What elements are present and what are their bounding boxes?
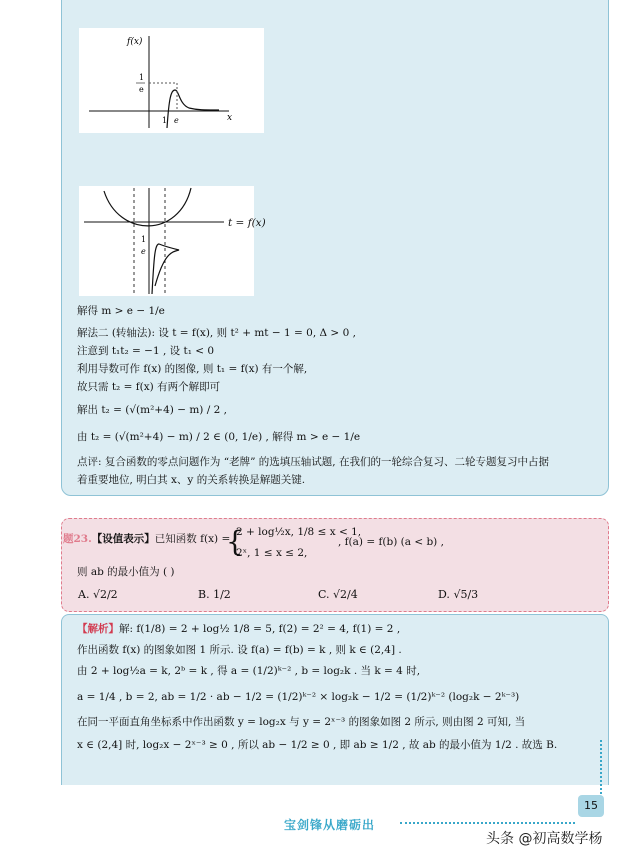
option-b-value: 1/2 <box>213 588 231 601</box>
solution-line-4: 利用导数可作 f(x) 的图像, 则 t₁ = f(x) 有一个解, <box>77 363 308 375</box>
option-c-value: √2/4 <box>333 588 358 601</box>
question-tag: 【设值表示】 <box>91 533 155 545</box>
comment-line-1: 点评: 复合函数的零点问题作为 “老牌” 的选填压轴试题, 在我们的一轮综合复习、二轮专题复习中占据 <box>77 456 549 468</box>
footer-slogan: 宝剑锋从磨砺出 <box>284 818 376 832</box>
decorative-dotted-border <box>600 740 602 798</box>
transform-graph <box>79 186 254 296</box>
mark-e: e <box>141 247 146 256</box>
answer-line-5: 在同一平面直角坐标系中作出函数 y = log₂x 与 y = 2ˣ⁻³ 的图象如图 2 所示, 则由图 2 可知, 当 <box>77 716 526 728</box>
option-a-value: √2/2 <box>92 588 118 601</box>
option-c-label: C. <box>318 588 330 601</box>
piecewise-case-2: 2ˣ, 1 ≤ x ≤ 2, <box>236 547 308 559</box>
function-graph-figure <box>79 28 264 133</box>
answer-line-6: x ∈ (2,4] 时, log₂x − 2ˣ⁻³ ≥ 0 , 所以 ab − 1/2 ≥ 0 , 即 ab ≥ 1/2 , 故 ab 的最小值为 1/2 . 故选 B. <box>77 739 558 751</box>
page-number: 15 <box>578 795 604 817</box>
answer-line-3: 由 2 + log½a = k, 2ᵇ = k , 得 a = (1/2)ᵏ⁻² , b = log₂k . 当 k = 4 时, <box>77 665 421 677</box>
transform-graph-figure <box>79 186 254 296</box>
comment-line-2: 着重要地位, 明白其 x、y 的关系转换是解题关键. <box>77 474 306 486</box>
x-axis-label: x <box>227 113 233 123</box>
y-axis-label: f(x) <box>127 37 143 47</box>
answer-line-2: 作出函数 f(x) 的图象如图 1 所示. 设 f(a) = f(b) = k , 则 k ∈ (2,4] . <box>77 644 402 656</box>
answer-line-1 <box>77 622 400 636</box>
option-a[interactable] <box>78 588 118 601</box>
watermark: 头条 @初高数学杨 <box>486 831 603 847</box>
decorative-dotted-line <box>400 822 575 824</box>
question-ask: 则 ab 的最小值为 ( ) <box>77 566 175 578</box>
t-axis-label: t = f(x) <box>228 217 266 229</box>
option-b[interactable] <box>198 588 231 601</box>
solution-line-3: 注意到 t₁t₂ = −1 , 设 t₁ < 0 <box>77 345 215 357</box>
solution-line-2: 解法二 (转轴法): 设 t = f(x), 则 t² + mt − 1 = 0, Δ > 0 , <box>77 327 356 339</box>
question-stem: 已知函数 f(x) = <box>154 533 231 545</box>
option-b-label: B. <box>198 588 210 601</box>
function-graph <box>79 28 264 133</box>
tick-one: 1 <box>162 116 168 125</box>
question-condition: , f(a) = f(b) (a < b) , <box>338 536 444 548</box>
solution-line-7: 由 t₂ = (√(m²+4) − m) / 2 ∈ (0, 1/e) , 解得 m > e − 1/e <box>77 431 361 443</box>
answer-tag: 【解析】 <box>77 623 119 635</box>
solution-line-1: 解得 m > e − 1/e <box>77 305 165 317</box>
answer-line-1-text: 解: f(1/8) = 2 + log½ 1/8 = 5, f(2) = 2² = 4, f(1) = 2 , <box>119 623 401 635</box>
answer-line-4: a = 1/4 , b = 2, ab = 1/2 · ab − 1/2 = (1/2)ᵏ⁻² × log₂k − 1/2 = (1/2)ᵏ⁻² (log₂k − 2ᵏ⁻³) <box>77 691 520 703</box>
question-header <box>63 532 230 546</box>
option-d[interactable] <box>438 588 478 601</box>
quadratic-curve <box>104 188 191 226</box>
mark-one: 1 <box>141 235 147 244</box>
piecewise-case-1: 2 + log½x, 1/8 ≤ x < 1, <box>236 526 362 538</box>
piecewise-brace: { <box>226 525 244 558</box>
option-c[interactable] <box>318 588 358 601</box>
peak-label-num: 1 <box>139 73 145 82</box>
option-d-value: √5/3 <box>453 588 479 601</box>
solution-line-5: 故只需 t₂ = f(x) 有两个解即可 <box>77 381 221 393</box>
option-d-label: D. <box>438 588 450 601</box>
question-number: 题23. <box>63 533 92 545</box>
tick-e: e <box>174 116 179 125</box>
solution-line-6: 解出 t₂ = (√(m²+4) − m) / 2 , <box>77 404 227 416</box>
option-a-label: A. <box>78 588 90 601</box>
peak-label-den: e <box>139 85 144 94</box>
